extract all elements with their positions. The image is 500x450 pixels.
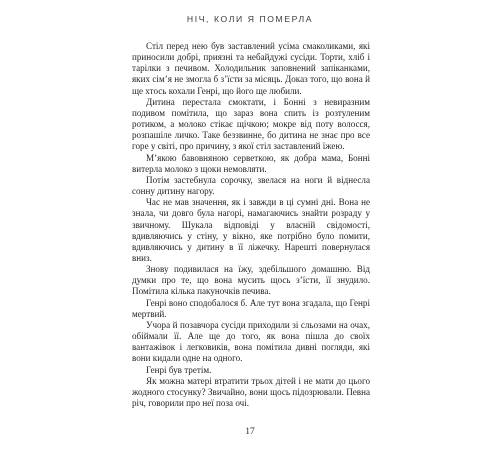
paragraph: Дитина перестала смоктати, і Бонні з невиразним подивом помітила, що зараз вона спить із розтуленим ротиком, а молоко стікає щічкою; мокре від поту волосся, розпашіле личко. Таке беззвинне, бо дитина не знає про все горе у світі, про причину, з якої стіл заставлений їжею. xyxy=(132,96,370,152)
running-head: НІЧ, КОЛИ Я ПОМЕРЛА xyxy=(186,14,314,24)
paragraph: Як можна матері втратити трьох дітей і не мати до цього жодного стосунку? Звичайно, вони щось підозрювали. Певна річ, говорили про неї поза очі. xyxy=(132,375,370,408)
paragraph: Знову подивилася на їжу, здебільшого домашню. Від думки про те, що вона мусить щось з’їсти, її знудило. Помітила кілька пакуночків печива. xyxy=(132,264,370,297)
paragraph: Генрі був третім. xyxy=(146,364,212,375)
paragraph: Учора й позавчора сусіди приходили зі сльозами на очах, обіймали її. Але ще до того, як вона пішла до своїх вантажівок і легковиків, вона помітила дивні погляди, які вони кидали одне на одного. xyxy=(132,319,370,364)
body-text xyxy=(132,41,370,409)
paragraph: Генрі воно сподобалося б. Але тут вона згадала, що Генрі мертвий. xyxy=(132,297,370,319)
paragraph: М’якою бавовняною серветкою, як добра мама, Бонні витерла молоко з щоки немовляти. xyxy=(132,152,370,174)
page-number: 17 xyxy=(245,427,255,437)
paragraph: Потім застебнула сорочку, звелася на ноги й віднесла сонну дитину нагору. xyxy=(132,174,370,197)
paragraph: Час не мав значення, як і завжди в ці сумні дні. Вона не знала, чи довго була нагорі, намагаючись знайти розраду у звичному. Шукала відповіді у власній свідомості, вдивляючись у стіну, у вікно, яке потрібно було помити, вдивляючись у дитину в її ліжечку. Нарешті повернулася вниз. xyxy=(132,197,370,263)
paragraph: Стіл перед нею був заставлений усіма смаколиками, які приносили добрі, приязні та небайдужі сусіди. Торти, хліб і тарілки з печивом. Холодильник заповнений запіканками, яких сім’я не змогла б з’їсти за місяць. Доказ того, що вона й ще хтось кохали Генрі, що його ще любили. xyxy=(132,41,370,96)
